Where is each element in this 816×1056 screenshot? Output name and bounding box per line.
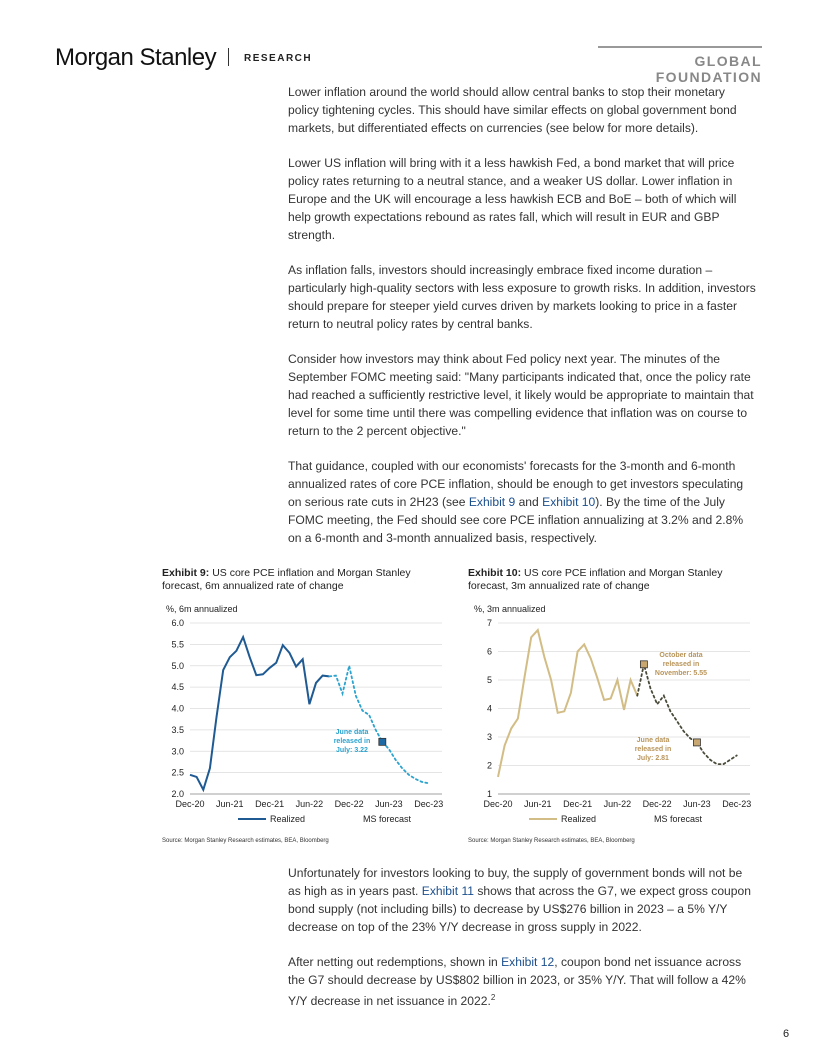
- data-release-marker: [693, 739, 700, 746]
- y-tick-label: 2.5: [171, 767, 184, 778]
- exhibit-9-title: [162, 567, 437, 593]
- body-text-bottom: [288, 864, 758, 1027]
- x-tick-label: Jun-23: [683, 799, 711, 809]
- section-label: RESEARCH: [244, 53, 313, 64]
- text-span: , coupon bond net issuance across the G7 should decrease by US$802 billion in 2023, or 35% Y/Y. That will follow a 42% Y/Y decrease in net issuance in 2022.: [288, 955, 746, 1009]
- legend-forecast-label: MS forecast: [363, 814, 412, 824]
- x-tick-label: Dec-20: [175, 799, 205, 809]
- x-tick-label: Jun-22: [295, 799, 324, 809]
- x-tick-label: Dec-21: [255, 799, 285, 809]
- series-rule: [598, 46, 762, 48]
- x-tick-label: Jun-22: [603, 799, 632, 809]
- legend-realized-label: Realized: [561, 814, 597, 824]
- exhibit-10-annotation-bottom: released in: [634, 746, 672, 753]
- legend-realized-label: Realized: [270, 814, 306, 824]
- x-tick-label: Dec-22: [334, 799, 364, 809]
- text-span: After netting out redemptions, shown in: [288, 955, 502, 969]
- y-axis-title: %, 3m annualized: [474, 604, 546, 614]
- x-tick-label: Jun-21: [524, 799, 552, 809]
- forecast-series-line: [329, 666, 428, 784]
- exhibit-10-source: Source: Morgan Stanley Research estimates, BEA, Bloomberg: [468, 838, 635, 844]
- text-span: That guidance, coupled with our economists' forecasts for the 3-month and 6-month annualized rates of core PCE inflation, should be enough to get investors speculating on serious rate cuts in 2H23 (see: [288, 459, 744, 509]
- exhibit-12-link[interactable]: Exhibit 12: [501, 955, 555, 969]
- y-tick-label: 6: [486, 646, 492, 657]
- text-span: Unfortunately for investors looking to buy, the supply of government bonds will not be as high as in years past.: [288, 866, 743, 898]
- paragraph: As inflation falls, investors should increasingly embrace fixed income duration – particularly high-quality sectors with less exposure to growth risks. In addition, investors should prepare for steeper yield curves driven by markets looking to price in a faster return to neutral policy rates by central banks.: [288, 263, 756, 331]
- paragraph: Lower US inflation will bring with it a less hawkish Fed, a bond market that will price policy rates returning to a neutral stance, and a weaker US dollar. Lower inflation in Europe and the UK will encourage a less hawkish ECB and BoE – both of which will help growth expectations rebound as rates fall, which will result in EUR and GBP strength.: [288, 156, 737, 242]
- exhibit-9-chart: [150, 600, 460, 832]
- exhibit-11-link[interactable]: Exhibit 11: [421, 884, 474, 898]
- y-tick-label: 2.0: [171, 789, 184, 799]
- exhibit-10-annotation-bottom: June data: [636, 737, 670, 744]
- paragraph: [288, 953, 758, 1010]
- exhibit-10-annotation-bottom: July: 2.81: [637, 755, 669, 762]
- realized-series-line: [190, 637, 329, 790]
- y-tick-label: 3: [486, 732, 492, 742]
- y-tick-label: 5: [486, 675, 492, 685]
- y-tick-label: 5.5: [171, 639, 184, 650]
- exhibit-9-annotation: released in: [333, 738, 371, 745]
- footnote-ref[interactable]: 2: [490, 993, 496, 1002]
- exhibit-9-caption: US core PCE inflation and Morgan Stanley forecast, 6m annualized rate of change: [162, 567, 411, 592]
- exhibit-10-annotation-top: released in: [662, 661, 700, 668]
- data-release-marker: [640, 661, 647, 668]
- body-text-top: [288, 83, 758, 564]
- series-title: GLOBAL FOUNDATION: [655, 53, 762, 85]
- x-tick-label: Dec-23: [414, 799, 444, 809]
- paragraph: Lower inflation around the world should allow central banks to stop their monetary policy tightening cycles. This should have similar effects on global government bond markets, but differentiated effects on currencies (see below for more details).: [288, 85, 737, 135]
- exhibit-10-chart: [465, 600, 765, 832]
- exhibit-10-annotation-top: November: 5.55: [654, 670, 708, 677]
- text-span: shows that across the G7, we expect gross coupon bond supply (not including bills) to decrease by US$276 billion in 2023 – a 5% Y/Y decrease on top of the 23% Y/Y decrease in gross supply in 2022.: [288, 884, 751, 934]
- paragraph: [288, 457, 758, 547]
- exhibit-10-caption: US core PCE inflation and Morgan Stanley forecast, 3m annualized rate of change: [468, 567, 723, 592]
- exhibit-10-title: [468, 567, 748, 593]
- data-release-marker: [379, 738, 386, 745]
- y-tick-label: 2: [486, 760, 492, 771]
- header-divider: [228, 48, 229, 66]
- exhibit-9-label: Exhibit 9:: [162, 567, 210, 579]
- y-tick-label: 3.0: [171, 746, 184, 757]
- x-tick-label: Dec-23: [722, 799, 752, 809]
- y-axis-title: %, 6m annualized: [166, 604, 238, 614]
- y-tick-label: 4.0: [171, 703, 184, 714]
- x-tick-label: Jun-21: [216, 799, 244, 809]
- realized-series-line: [498, 630, 637, 777]
- exhibit-10-link[interactable]: Exhibit 10: [542, 495, 596, 509]
- brand-logo: Morgan Stanley: [55, 44, 217, 71]
- paragraph: [288, 864, 758, 936]
- y-tick-label: 4.5: [171, 682, 184, 693]
- x-tick-label: Dec-21: [563, 799, 593, 809]
- y-tick-label: 6.0: [171, 618, 184, 628]
- page-number: 6: [783, 1028, 790, 1040]
- x-tick-label: Jun-23: [375, 799, 403, 809]
- exhibit-10-annotation-top: October data: [659, 652, 703, 659]
- y-tick-label: 3.5: [171, 724, 184, 735]
- exhibit-9-annotation: June data: [335, 729, 369, 736]
- text-span: ). By the time of the July FOMC meeting, the Fed should see core PCE inflation annualizing at 3.2% and 2.8% on a 6-month and 3-month annualized basis, respectively.: [288, 495, 744, 545]
- y-tick-label: 4: [486, 703, 492, 714]
- text-span: and: [515, 495, 543, 509]
- y-tick-label: 7: [486, 618, 492, 628]
- exhibit-9-link[interactable]: Exhibit 9: [468, 495, 516, 509]
- y-tick-label: 5.0: [171, 660, 184, 671]
- paragraph: Consider how investors may think about Fed policy next year. The minutes of the September FOMC meeting said: "Many participants indicated that, once the policy rate had reached a sufficiently restrictive level, it likely would be appropriate to maintain that level for some time until there was compelling evidence that inflation was on course to return to the 2 percent objective.": [288, 352, 754, 438]
- x-tick-label: Dec-20: [483, 799, 513, 809]
- legend-forecast-label: MS forecast: [654, 814, 703, 824]
- exhibit-9-annotation: July: 3.22: [336, 747, 368, 754]
- y-tick-label: 1: [486, 789, 492, 799]
- exhibit-10-label: Exhibit 10:: [468, 567, 522, 579]
- x-tick-label: Dec-22: [642, 799, 672, 809]
- exhibit-9-source: Source: Morgan Stanley Research estimates, BEA, Bloomberg: [162, 838, 329, 844]
